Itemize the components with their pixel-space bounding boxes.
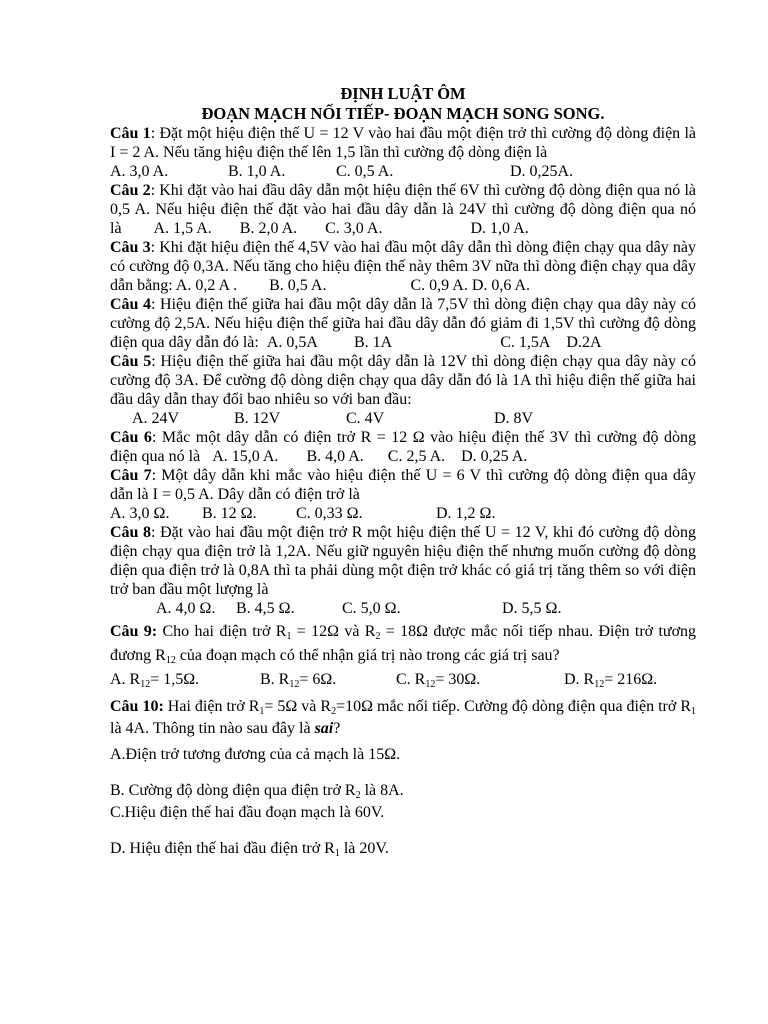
- question-2: [110, 181, 696, 238]
- option-c: C. 2,5 A.: [387, 448, 446, 465]
- question-3-text: Câu 3: Khi đặt hiệu điện thế 4,5V vào hai đầu một dây dẫn thì dòng điện chạy qua dây này có cường độ 0,3A. Nếu tăng cho hiệu điện thế này thêm 3V nữa thì dòng điện chạy qua dây dẫn bằng: A. 0,2 A . B. 0,5 A. C. 0,9 A. D. 0,6 A.: [110, 239, 697, 294]
- question-1-label: Câu 1: [110, 125, 151, 142]
- question-7: [110, 466, 696, 523]
- question-6-label: Câu 6: [110, 429, 152, 446]
- question-2-text: Câu 2: Khi đặt vào hai đầu dây dẫn một hiệu điện thế 6V thì cường độ dòng điện qua nó là 0,5 A. Nếu hiệu điện thế đặt vào hai đầu dây dẫn là 24V thì cường độ dòng điện qua nó là A. 1,5 A. B. 2,0 A. C. 3,0 A. D. 1,0 A.: [110, 182, 697, 237]
- question-6-text: Câu 6: Mắc một dây dẫn có điện trở R = 12 Ω vào hiệu điện thế 3V thì cường độ dòng điện qua nó là A. 15,0 A. B. 4,0 A. C. 2,5 A. D. 0,25 A.: [110, 429, 697, 465]
- option-a: A. 0,2 A .: [175, 277, 238, 294]
- option-d: D. Hiệu điện thế hai đầu điện trở $R_1$ là 20V.: [110, 840, 389, 859]
- question-1-options: [110, 162, 696, 181]
- option-d: D. $R_{12}= 216\Omega$.: [564, 671, 658, 690]
- question-5-label: Câu 5: [110, 353, 152, 370]
- option-d: D. 5,5 Ω.: [502, 600, 562, 617]
- option-b: B. 0,5 A.: [269, 277, 327, 294]
- option-b: B. 1,0 A.: [228, 163, 286, 180]
- question-9-label: Câu 9:: [110, 623, 158, 640]
- option-d: D. 0,25A.: [510, 163, 574, 180]
- question-7-options: [110, 504, 696, 523]
- option-c: C. 0,9 A.: [410, 277, 468, 294]
- option-b: B. 1A: [353, 334, 393, 351]
- question-6: [110, 428, 696, 466]
- option-d: D. 1,0 A.: [470, 220, 529, 237]
- question-9: [110, 620, 696, 692]
- question-10-text: Câu 10: Hai điện trở $R_1= 5\Omega$ và $R_2=10\Omega$ mắc nối tiếp. Cường độ dòng điện qua điện trở $R_1$ là 4A. Thông tin nào sau đây là sai?: [110, 698, 697, 737]
- option-d: D. 0,25 A.: [461, 448, 528, 465]
- option-c: C. $R_{12}= 30\Omega$.: [396, 671, 481, 690]
- option-c: C. 5,0 Ω.: [342, 600, 401, 617]
- option-b: B. 12 Ω.: [202, 505, 257, 522]
- option-d: D. 1,2 Ω.: [436, 505, 496, 522]
- question-9-text: Câu 9: Cho hai điện trở $R_1 = 12\Omega$ và $R_2 = 18\Omega$ được mắc nối tiếp nhau. Điện trở tương đương $R_{12}$ của đoạn mạch có thể nhận giá trị nào trong các giá trị sau?: [110, 623, 697, 666]
- question-8: [110, 523, 696, 618]
- question-5-options: [110, 409, 696, 428]
- option-c: C. 3,0 A.: [325, 220, 383, 237]
- option-b: B. $R_{12}= 6\Omega$.: [260, 671, 337, 690]
- question-7-label: Câu 7: [110, 467, 152, 484]
- question-4: [110, 295, 696, 352]
- page-subtitle: ĐOẠN MẠCH NỐI TIẾP- ĐOẠN MẠCH SONG SONG.: [201, 104, 605, 123]
- question-2-label: Câu 2: [110, 182, 151, 199]
- page-title: ĐỊNH LUẬT ÔM: [340, 84, 466, 103]
- option-a: A. 15,0 A.: [212, 448, 279, 465]
- question-4-text: Câu 4: Hiệu điện thế giữa hai đầu một dây dẫn là 7,5V thì dòng điện chạy qua dây này có cường độ 2,5A. Nếu hiệu điện thế giữa hai đầu dây dẫn đó giảm đi 1,5V thì cường độ dòng điện qua dây dẫn đó là: A. 0,5A B. 1A C. 1,5A D.2A: [110, 296, 697, 351]
- option-c: C. 1,5A: [500, 334, 551, 351]
- option-a: A. 1,5 A.: [153, 220, 212, 237]
- option-b: B. 2,0 A.: [239, 220, 298, 237]
- option-d: D. 8V: [494, 410, 534, 427]
- question-3: [110, 238, 696, 295]
- option-b: B. 12V: [234, 410, 281, 427]
- question-1: [110, 124, 696, 181]
- option-a: A.Điện trở tương đương của cả mạch là 15Ω.: [110, 746, 401, 763]
- option-b: B. Cường độ dòng điện qua điện trở $R_2$ là 8A.: [110, 782, 404, 801]
- option-a: A. 0,5A: [266, 334, 318, 351]
- option-d: D. 0,6 A.: [471, 277, 531, 294]
- option-a: A. 24V: [132, 410, 180, 427]
- option-c: C. 4V: [346, 410, 385, 427]
- question-1-text: Câu 1: Đặt một hiệu điện thế U = 12 V vào hai đầu một điện trở thì cường độ dòng điện là I = 2 A. Nếu tăng hiệu điện thế lên 1,5 lần thì cường độ dòng điện là: [110, 125, 697, 161]
- option-d: D.2A: [566, 334, 602, 351]
- option-c: C. 0,5 A.: [336, 163, 394, 180]
- option-c: C. 0,33 Ω.: [296, 505, 363, 522]
- question-8-options: [110, 599, 696, 618]
- question-10-label: Câu 10:: [110, 698, 164, 715]
- question-9-options: [110, 668, 696, 692]
- option-a: A. 4,0 Ω.: [156, 600, 216, 617]
- question-10: [110, 696, 696, 860]
- question-3-label: Câu 3: [110, 239, 151, 256]
- emphasis-sai: sai: [314, 720, 334, 737]
- option-c: C.Hiệu điện thế hai đầu đoạn mạch là 60V.: [110, 804, 385, 821]
- option-a: A. $R_{12}= 1,5\Omega$.: [110, 671, 200, 690]
- question-8-label: Câu 8: [110, 524, 152, 541]
- question-8-text: Câu 8: Đặt vào hai đầu một điện trở R một hiệu điện thế U = 12 V, khi đó cường độ dòng điện chạy qua điện trở là 1,2A. Nếu giữ nguyên hiệu điện thế nhưng muốn cường độ dòng điện qua điện trở là 0,8A thì ta phải dùng một điện trở khác có giá trị tăng thêm so với điện trở ban đầu một lượng là: [110, 524, 696, 598]
- question-5: [110, 352, 696, 428]
- question-5-text: Câu 5: Hiệu điện thế giữa hai đầu một dây dẫn là 12V thì dòng điện chạy qua dây này có cường độ 3A. Để cường độ dòng diện chạy qua dây dẫn đó là 1A thì hiệu điện thế giữa hai đầu dây dẫn thay đổi bao nhiêu so với ban đầu:: [110, 353, 697, 408]
- question-7-text: Câu 7: Một dây dẫn khi mắc vào hiệu điện thế U = 6 V thì cường độ dòng điện qua dây dẫn là I = 0,5 A. Dây dẫn có điện trở là: [110, 467, 697, 503]
- document-page: [110, 84, 696, 860]
- option-a: A. 3,0 Ω.: [110, 505, 170, 522]
- option-b: B. 4,5 Ω.: [236, 600, 295, 617]
- option-a: A. 3,0 A.: [110, 163, 169, 180]
- question-4-label: Câu 4: [110, 296, 152, 313]
- option-b: B. 4,0 A.: [306, 448, 364, 465]
